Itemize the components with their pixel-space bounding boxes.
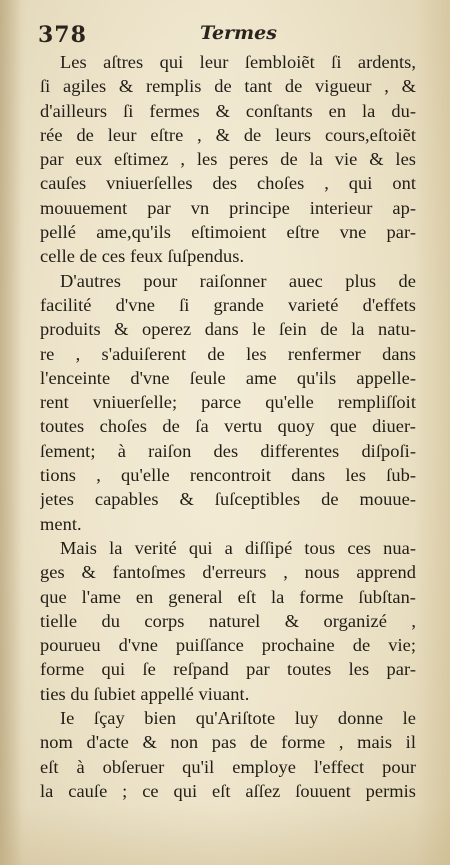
text-line: ſement; à raiſon des differentes diſpoſi-	[40, 440, 416, 461]
text-line: Les aſtres qui leur ſembloiẽt ſi ardents,	[60, 52, 416, 72]
text-line: produits & operez dans le ſein de la natu-	[40, 319, 416, 340]
text-line: par eux eſtimez , les peres de la vie & les	[40, 149, 416, 170]
text-line: ges & fantoſmes d'erreurs , nous apprend	[40, 562, 416, 583]
text-line: tielle du corps naturel & organizé ,	[40, 610, 416, 631]
text-line: Mais la verité qui a diſſipé tous ces nua-	[60, 537, 416, 558]
text-line: cauſes vniuerſelles des choſes , qui ont	[40, 173, 416, 194]
text-line: l'enceinte d'vne ſeule ame qu'ils appelle-	[40, 367, 416, 388]
text-line: Ie ſçay bien qu'Ariſtote luy donne le	[60, 708, 416, 729]
text-line: pourueu d'vne puiſſance prochaine de vie;	[40, 635, 416, 656]
body-text	[40, 50, 416, 803]
text-line: mouuement par vn principe interieur ap-	[40, 197, 416, 218]
text-line: rée de leur eſtre , & de leurs cours,eſtoiẽt	[40, 124, 416, 145]
page-header	[38, 22, 418, 52]
text-line: forme qui ſe reſpand par toutes les par-	[40, 659, 416, 680]
text-line: eſt à obſeruer qu'il employe l'effect pour	[40, 756, 416, 777]
page-bottom-shadow	[0, 805, 450, 865]
text-line: rent vniuerſelle; parce qu'elle rempliſſoit	[40, 392, 416, 413]
gutter-shadow	[0, 0, 22, 865]
text-line: tions , qu'elle rencontroit dans les ſub-	[40, 465, 416, 486]
text-line: D'autres pour raiſonner auec plus de	[60, 270, 416, 291]
text-line: d'ailleurs ſi fermes & conſtants en la du-	[40, 100, 416, 121]
running-head: Termes	[200, 22, 277, 44]
text-line: ſi agiles & remplis de tant de vigueur , &	[40, 76, 416, 97]
text-line: nom d'acte & non pas de forme , mais il	[40, 732, 416, 753]
text-line: pellé ame,qu'ils eſtimoient eſtre vne par-	[40, 222, 416, 243]
text-line: re , s'aduiſerent de les renfermer dans	[40, 343, 416, 364]
text-line: jetes capables & ſuſceptibles de mouue-	[40, 489, 416, 510]
text-line: facilité d'vne ſi grande varieté d'effets	[40, 294, 416, 315]
text-line: la cauſe ; ce qui eſt aſſez ſouuent permis	[40, 780, 416, 801]
text-line: toutes choſes de ſa vertu quoy que diuer-	[40, 416, 416, 437]
text-line: ment.	[40, 513, 82, 534]
text-line: celle de ces feux ſuſpendus.	[40, 246, 245, 267]
page-number: 378	[38, 22, 87, 48]
text-line: ties du ſubiet appellé viuant.	[40, 683, 250, 704]
text-line: que l'ame en general eſt la forme ſubſtan-	[40, 586, 416, 607]
